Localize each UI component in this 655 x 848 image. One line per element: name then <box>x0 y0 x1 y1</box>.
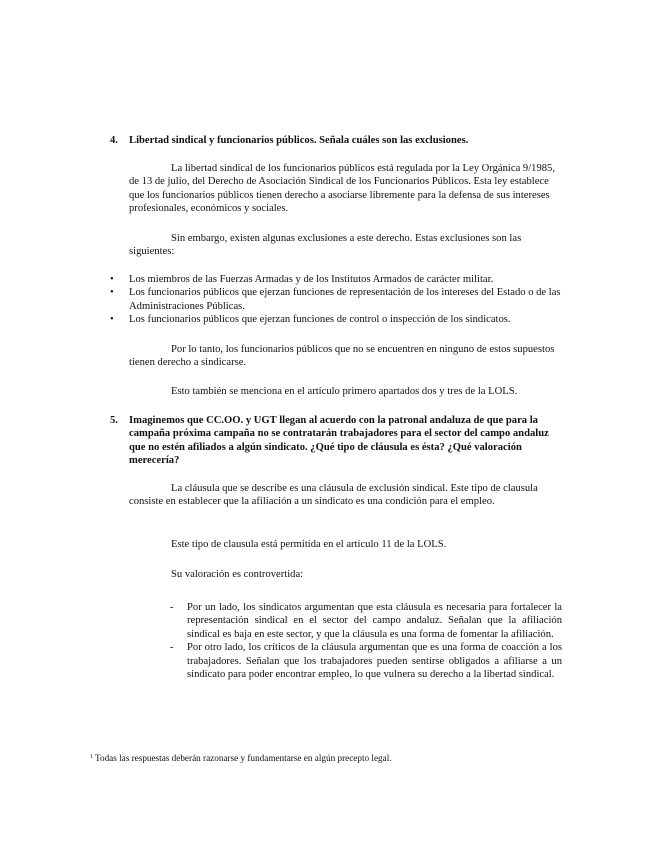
question-4-number: 4. <box>110 135 118 146</box>
q5-paragraph-1 <box>129 482 561 509</box>
list-item <box>110 273 565 286</box>
list-item <box>110 286 565 313</box>
q4-paragraph-2 <box>129 232 561 259</box>
exclusion-item-1: Los miembros de las Fuerzas Armadas y de los Institutos Armados de carácter militar. <box>129 274 494 285</box>
q5-paragraph-1-text: La cláusula que se describe es una cláusula de exclusión sindical. Este tipo de clausula consiste en establecer que la afiliación a un sindicato es una condición para el empleo. <box>129 483 538 508</box>
valuation-list <box>170 601 562 681</box>
question-5-number: 5. <box>110 415 118 426</box>
footnote <box>90 752 570 765</box>
q4-paragraph-2-text: Sin embargo, existen algunas exclusiones a este derecho. Estas exclusiones son las siguientes: <box>129 233 522 258</box>
q5-paragraph-2-text: Este tipo de clausula está permitida en el artículo 11 de la LOLS. <box>171 539 447 550</box>
bullet-icon: • <box>110 287 114 299</box>
q5-paragraph-3-text: Su valoración es controvertida: <box>171 569 304 580</box>
bullet-icon: • <box>110 314 114 326</box>
q4-paragraph-4 <box>129 385 561 398</box>
bullet-icon: • <box>110 274 114 285</box>
q4-paragraph-1-text: La libertad sindical de los funcionarios públicos está regulada por la Ley Orgánica 9/1985, de 13 de julio, del Derecho de Asociación Sindical de los Funcionarios Públicos. Esta ley establece que los funcionarios públicos tienen derecho a asociarse libremente para la defensa de sus intereses profesionales, económicos y sociales. <box>129 163 556 215</box>
q5-paragraph-3 <box>129 568 561 581</box>
q4-paragraph-3-text: Por lo tanto, los funcionarios públicos que no se encuentren en ninguno de estos supuestos tienen derecho a sindicarse. <box>129 344 555 369</box>
list-item <box>170 601 562 641</box>
exclusions-list <box>110 273 565 327</box>
exclusion-item-3: Los funcionarios públicos que ejerzan funciones de control o inspección de los sindicatos. <box>129 314 511 326</box>
footnote-marker: 1 <box>90 754 93 760</box>
dash-icon: - <box>170 642 174 654</box>
exclusion-item-2: Los funcionarios públicos que ejerzan funciones de representación de los intereses del Estado o de las Administraciones Públicas. <box>129 287 561 312</box>
q4-paragraph-3 <box>129 343 561 370</box>
footnote-text: Todas las respuestas deberán razonarse y fundamentarse en algún precepto legal. <box>95 753 392 763</box>
valuation-item-2: Por otro lado, los críticos de la cláusula argumentan que es una forma de coacción a los trabajadores. Señalan que los trabajadores pueden sentirse obligados a afiliarse a un sindicato para poder encontrar empleo, lo que vulnera su derecho a la libertad sindical. <box>187 642 562 681</box>
q5-paragraph-2 <box>129 538 561 551</box>
q4-paragraph-1 <box>129 162 561 216</box>
valuation-item-1: Por un lado, los sindicatos argumentan que esta cláusula es necesaria para fortalecer la representación sindical en el sector del campo andaluz. Señalan que la afiliación sindical es baja en este sector, y que la cláusula es una forma de fomentar la afiliación. <box>187 602 562 640</box>
question-5-title: Imaginemos que CC.OO. y UGT llegan al acuerdo con la patronal andaluza de que para la campaña próxima campaña no se contratarán trabajadores para el sector del campo andaluz que no estén afiliados a algún sindicato. ¿Qué tipo de cláusula es ésta? ¿Qué valoración merecería? <box>129 415 549 467</box>
list-item <box>110 313 565 326</box>
list-item <box>170 641 562 681</box>
q4-paragraph-4-text: Esto también se menciona en el artículo primero apartados dos y tres de la LOLS. <box>171 386 518 397</box>
dash-icon: - <box>170 602 174 613</box>
question-4-title: Libertad sindical y funcionarios públicos. Señala cuáles son las exclusiones. <box>129 135 469 146</box>
